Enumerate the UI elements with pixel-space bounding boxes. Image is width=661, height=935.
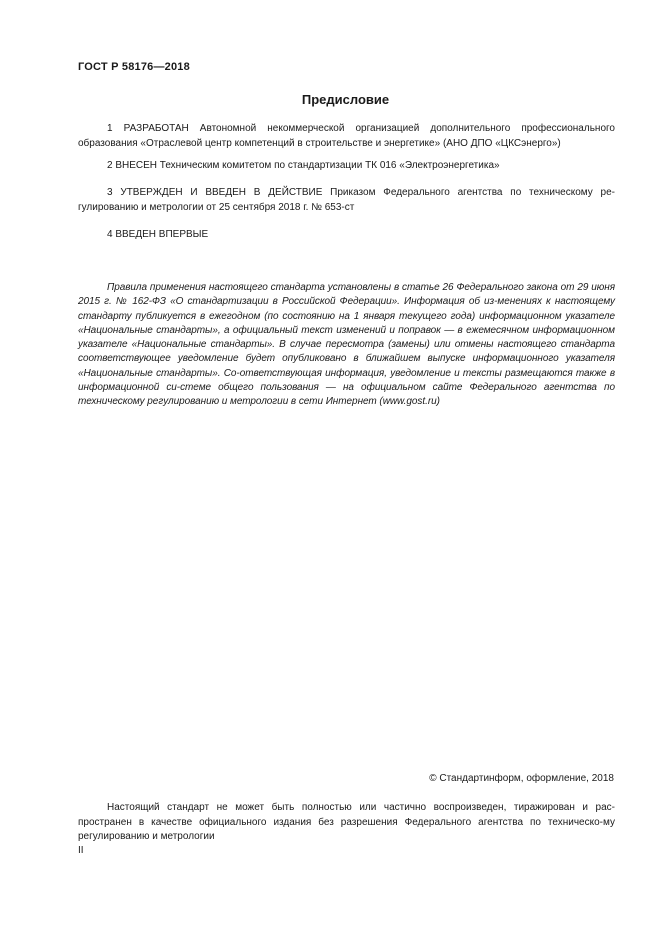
- page-number: II: [78, 845, 84, 856]
- foreword-item-introduced: 2 ВНЕСЕН Техническим комитетом по стандартизации ТК 016 «Электроэнергетика»: [107, 160, 500, 171]
- document-code: ГОСТ Р 58176—2018: [78, 61, 190, 73]
- reproduction-notice: Настоящий стандарт не может быть полностью или частично воспроизведен, тиражирован и рас-пространен в качестве официального издания без разрешения Федерального агентства по техническо-му регулированию и метрологии: [78, 802, 615, 842]
- copyright-line: © Стандартинформ, оформление, 2018: [429, 773, 614, 784]
- foreword-item-developed: 1 РАЗРАБОТАН Автономной некоммерческой организацией дополнительного профессионального образования «Отраслевой центр компетенций в строительстве и энергетике» (АНО ДПО «ЦКСэнерго»): [78, 123, 615, 149]
- application-rules-notice: Правила применения настоящего стандарта установлены в статье 26 Федерального закона от 29 июня 2015 г. № 162-ФЗ «О стандартизации в Российской Федерации». Информация об из-менениях к настоящему стандарту публикуется в ежегодном (по состоянию на 1 января текущего года) информационном указателе «Национальные стандарты», а официальный текст изменений и поправок — в ежемесячном информационном указателе «Национальные стандарты». В случае пересмотра (замены) или отмены настоящего стандарта соответствующее уведомление будет опубликовано в ближайшем выпуске информационного указателя «Национальные стандарты». Со-ответствующая информация, уведомление и тексты размещаются также в информационной си-стеме общего пользования — на официальном сайте Федерального агентства по техническому регулированию и метрологии в сети Интернет (www.gost.ru): [78, 282, 615, 408]
- page-title: Предисловие: [301, 92, 390, 107]
- foreword-item-approved: 3 УТВЕРЖДЕН И ВВЕДЕН В ДЕЙСТВИЕ Приказом Федерального агентства по техническому ре-гулированию и метрологии от 25 сентября 2018 г. № 653-ст: [78, 187, 615, 213]
- foreword-item-first-introduced: 4 ВВЕДЕН ВПЕРВЫЕ: [107, 229, 209, 240]
